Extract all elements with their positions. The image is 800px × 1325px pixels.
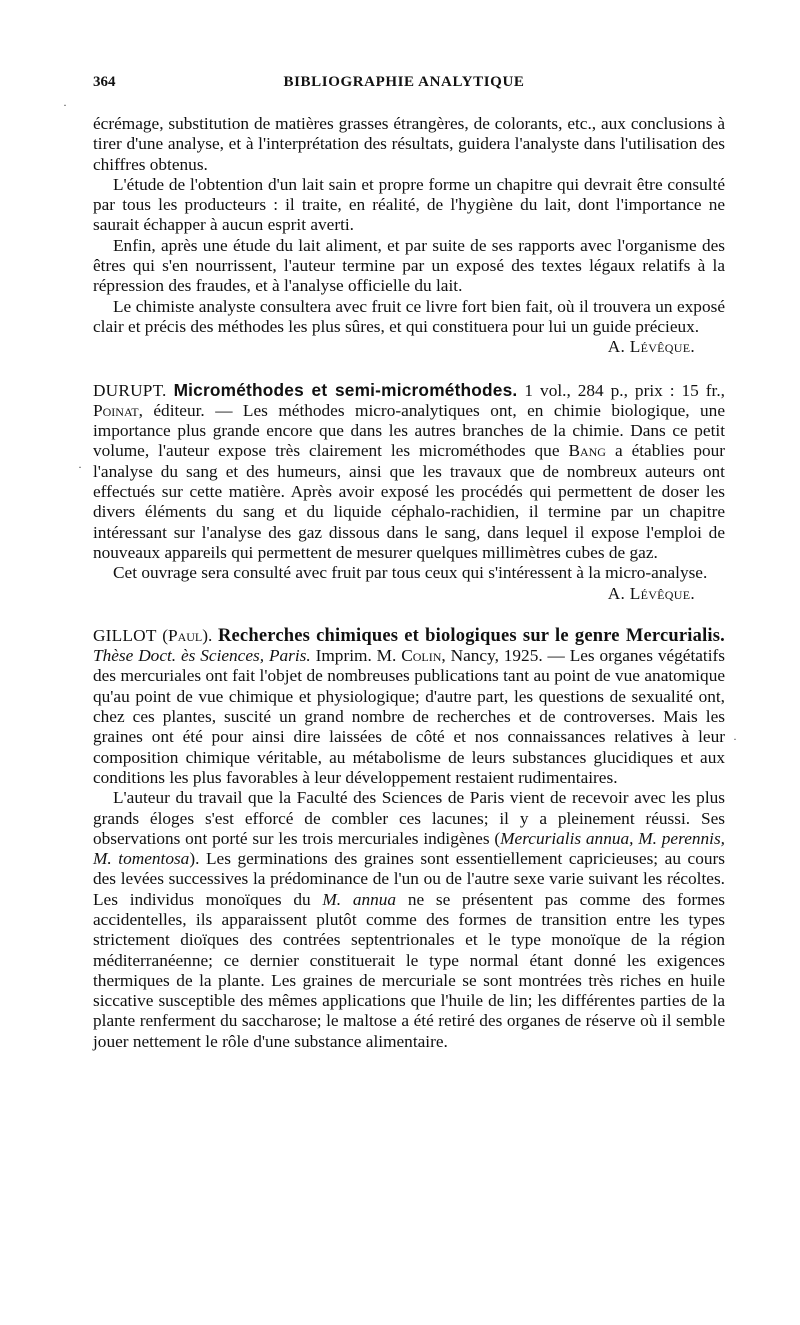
entry-paragraph — [93, 380, 725, 564]
page — [93, 74, 725, 1052]
entry-details: 1 vol., 284 p., prix : 15 fr., — [524, 380, 726, 400]
paragraph-text: Le chimiste analyste consultera avec fruit ce livre fort bien fait, où il trouvera un exposé clair et précis des méthodes les plus sûres, et qui constituera pour lui un guide précieux. — [93, 296, 725, 336]
paragraph: écrémage, substitution de matières grasses étrangères, de colorants, etc., aux conclusions à tirer d'une analyse, et à l'interprétation des résultats, guidera l'analyste dans l'utilisation des chiffres obtenus. — [93, 114, 725, 174]
paragraph: L'étude de l'obtention d'un lait sain et propre forme un chapitre qui devrait être consulté par tous les producteurs : il traite, en réalité, de l'hygiène du lait, dont l'importance ne saurait échapper à aucun esprit averti. — [93, 174, 725, 235]
body-text — [93, 114, 725, 1052]
paragraph-text: L'auteur du travail que la Faculté des Sciences de Paris vient de recevoir avec les plus grands éloges s'est efforcé de combler ces lacunes; il y a pleinement réussi. Ses observations ont porté sur les trois mercuriales indigènes ( — [93, 788, 725, 848]
entry-printer: Colin — [401, 646, 442, 666]
page-number: 364 — [93, 74, 116, 90]
species-name: M. annua — [322, 889, 397, 909]
entry-text: , éditeur. — Les méthodes micro-analytiques ont, en chimie biologique, une importance plus grande encore que dans les autres branches de la chimie. Dans ce petit volume, l'auteur expose très clairement les microméthodes que — [93, 400, 725, 461]
entry-author-firstname: (Paul). — [162, 625, 213, 645]
entry-author: DURUPT. — [93, 380, 167, 400]
bibliography-entry-gillot — [93, 626, 725, 1052]
entry-printer-prefix: Imprim. M. — [315, 646, 397, 666]
running-title: BIBLIOGRAPHIE ANALYTIQUE — [283, 74, 525, 90]
entry-text-continued: a établies pour l'analyse du sang et des humeurs, ainsi que les travaux que de nombreux auteurs ont effectués sur cette matière. Après avoir exposé les procédés qui permettent de doser les divers éléments du sang et du liquide céphalo-rachidien, il termine par un chapitre intéressant sur l'analyse des gaz dissous dans le sang, dans lequel il expose l'emploi de nouveaux appareils qui permettent de mesurer quelques millimètres cubes de gaz. — [93, 441, 725, 562]
paragraph: Enfin, après une étude du lait aliment, et par suite de ses rapports avec l'organisme des êtres qui s'en nourrissent, l'auteur termine par un exposé des textes légaux relatifs à la répression des fraudes, et à l'analyse officielle du lait. — [93, 235, 725, 296]
bibliography-entry-durupt — [93, 380, 725, 604]
running-header — [93, 74, 725, 104]
margin-mark: · — [733, 732, 737, 746]
paragraph-text: ). Les germinations des graines sont essentiellement capricieuses; au cours des levées successives la prédominance de l'un ou de l'autre sexe varie suivant les récoltes. Les individus monoïques du — [93, 849, 725, 909]
entry-title: Microméthodes et semi-microméthodes. — [173, 379, 518, 400]
review-section-continued — [93, 114, 725, 358]
author-mention: Bang — [568, 441, 606, 461]
species-list: Mercurialis annua, M. perennis, M. tomentosa — [93, 828, 725, 869]
entry-text: , Nancy, 1925. — Les organes végétatifs des mercuriales ont fait l'objet de nombreuses publications tant au point de vue anatomique qu'au point de vue chimique et physiologique; d'autre part, les questions de sexualité ont, chez ces plantes, suscité un grand nombre de recherches et de controverses. Mais les graines ont été pour ainsi dire laissées de côté et nos connaissances relatives à leur composition chimique véritable, au métabolisme de leurs substances glucidiques et aux conditions les plus favorables à leur développement restaient rudimentaires. — [93, 646, 726, 787]
entry-paragraph-2 — [93, 788, 725, 1052]
paragraph-with-signature — [93, 563, 725, 603]
entry-publisher: Poinat — [93, 400, 139, 420]
paragraph-text: Cet ouvrage sera consulté avec fruit par tous ceux qui s'intéressent à la micro-analyse. — [113, 563, 708, 583]
paragraph-with-signature — [93, 296, 725, 357]
margin-mark: · — [63, 98, 67, 112]
review-signature: A. Lévêque. — [607, 337, 695, 357]
entry-paragraph — [93, 626, 725, 788]
entry-title: Recherches chimiques et biologiques sur le genre Mercurialis. — [217, 625, 725, 646]
entry-thesis: Thèse Doct. ès Sciences, Paris. — [93, 646, 311, 666]
paragraph-text: ne se présentent pas comme des formes accidentelles, ils apparaissent plutôt comme des formes de transition entre les types strictement dioïques des contrées septentrionales et le type monoïque de la région méditerranéenne; ce dernier constituerait le type normal étant donné les exigences thermiques de la plante. Les graines de mercuriale se sont montrées très riches en huile siccative susceptible des mêmes applications que l'huile de lin; les différentes parties de la plante renferment du saccharose; le maltose a été retiré des organes de réserve où il semble jouer nettement le rôle d'une substance alimentaire. — [93, 889, 725, 1051]
review-signature: A. Lévêque. — [607, 583, 695, 603]
margin-mark: · — [78, 460, 82, 474]
entry-author: GILLOT — [93, 625, 157, 645]
